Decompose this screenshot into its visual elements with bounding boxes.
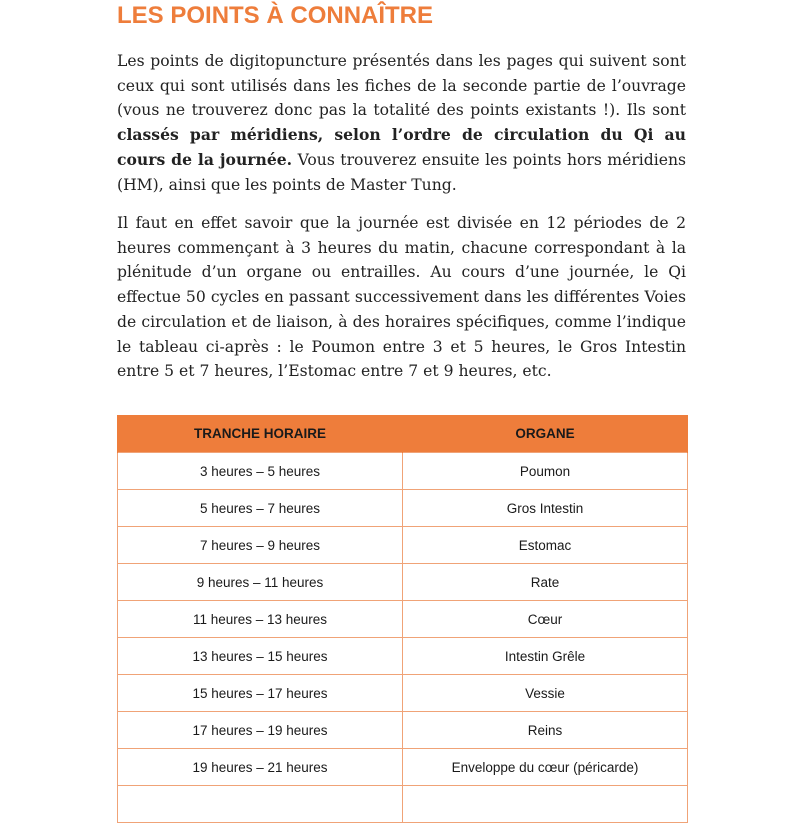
organ-cell: Intestin Grêle [403, 638, 688, 675]
header-organ: ORGANE [403, 415, 688, 453]
explanation-paragraph: Il faut en effet savoir que la journée est divisée en 12 périodes de 2 heures commençant à 3 heures du matin, chacune correspondant à la plénitude d’un organe ou entrailles. Au cours d’une journée, le Qi effectue 50 cycles en passant successivement dans les différentes Voies de circulation et de liaison, à des horaires spécifiques, comme l’indique le tableau ci-après : le Poumon entre 3 et 5 heures, le Gros Intestin entre 5 et 7 heures, l’Estomac entre 7 et 9 heures, etc. [117, 214, 686, 381]
organ-cell: Enveloppe du cœur (péricarde) [403, 749, 688, 786]
table-body [118, 453, 688, 823]
intro-paragraph [117, 49, 686, 197]
table-row [118, 749, 688, 786]
table-row [118, 786, 688, 823]
table-row [118, 527, 688, 564]
time-slot-cell: 19 heures – 21 heures [118, 749, 403, 786]
organ-cell: Poumon [403, 453, 688, 490]
time-slot-cell: 15 heures – 17 heures [118, 675, 403, 712]
schedule-table [117, 415, 688, 823]
time-slot-cell: 17 heures – 19 heures [118, 712, 403, 749]
time-slot-cell: 3 heures – 5 heures [118, 453, 403, 490]
header-time-slot: TRANCHE HORAIRE [118, 415, 403, 453]
time-slot-cell: 5 heures – 7 heures [118, 490, 403, 527]
table-row [118, 453, 688, 490]
page-title: LES POINTS À CONNAÎTRE [117, 2, 434, 29]
intro-text-bold: classés par méridiens, selon l’ordre de circulation du Qi au cours de la journée. [117, 125, 686, 169]
time-slot-cell [118, 786, 403, 823]
time-slot-cell: 11 heures – 13 heures [118, 601, 403, 638]
intro-text-start: Les points de digitopuncture présentés dans les pages qui suivent sont ceux qui sont utilisés dans les fiches de la seconde partie de l’ouvrage (vous ne trouverez donc pas la totalité des points existants !). Ils sont [117, 52, 686, 120]
table-row [118, 490, 688, 527]
organ-cell: Vessie [403, 675, 688, 712]
table-row [118, 564, 688, 601]
organ-cell: Estomac [403, 527, 688, 564]
table-header-row [118, 415, 688, 453]
table-row [118, 601, 688, 638]
table-row [118, 712, 688, 749]
table-row [118, 638, 688, 675]
table-row [118, 675, 688, 712]
time-slot-cell: 9 heures – 11 heures [118, 564, 403, 601]
organ-cell: Rate [403, 564, 688, 601]
organ-cell: Gros Intestin [403, 490, 688, 527]
organ-cell: Cœur [403, 601, 688, 638]
intro-text-end: Vous trouverez ensuite les points hors méridiens (HM), ainsi que les points de Master Tung. [117, 150, 686, 194]
organ-cell [403, 786, 688, 823]
organ-cell: Reins [403, 712, 688, 749]
time-slot-cell: 13 heures – 15 heures [118, 638, 403, 675]
time-slot-cell: 7 heures – 9 heures [118, 527, 403, 564]
